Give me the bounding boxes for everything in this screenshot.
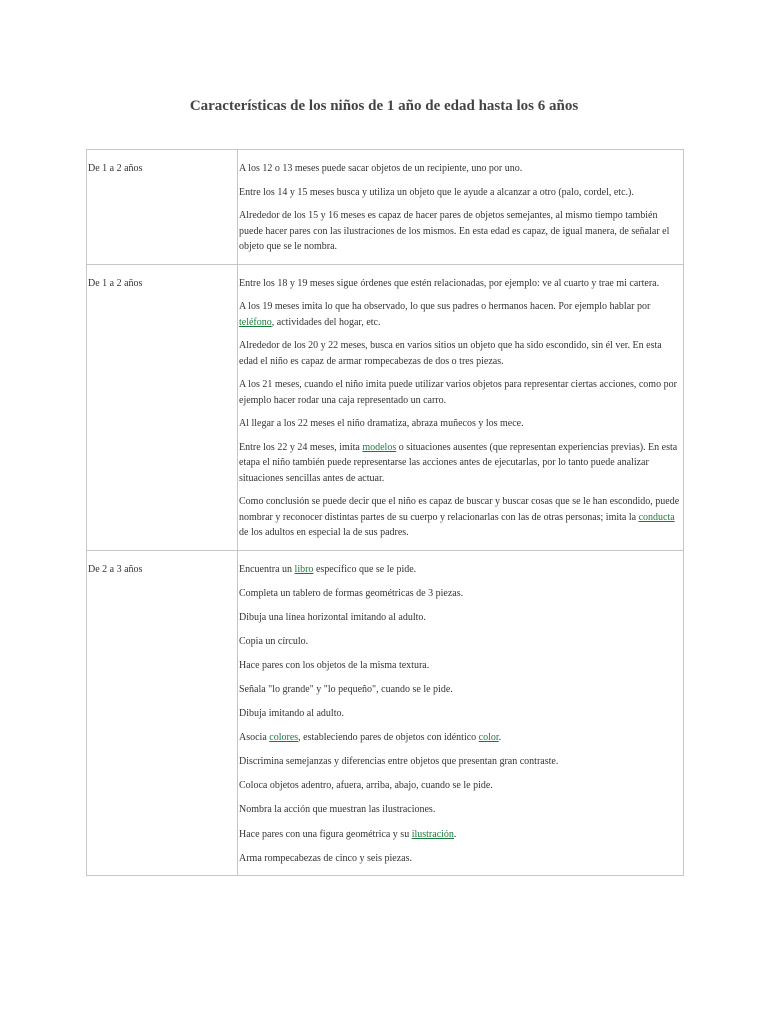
paragraph-text: Hace pares con una figura geométrica y su [239, 828, 412, 840]
description-paragraph: Copia un círculo. [239, 635, 309, 647]
description-paragraph [239, 440, 681, 487]
description-paragraph: A los 21 meses, cuando el niño imita puede utilizar varios objetos para representar ciertas acciones, como por ejemplo hacer rodar una caja representado un carro. [239, 379, 677, 406]
paragraph-text: Como conclusión se puede decir que el niño es capaz de buscar y buscar cosas que se le han escondido, puede nombrar y reconocer distintas partes de su cuerpo y relacionarlas con las de otras personas; imita la [239, 496, 680, 523]
table-row [87, 550, 684, 876]
description-paragraph: Coloca objetos adentro, afuera, arriba, abajo, cuando se le pide. [239, 780, 493, 792]
paragraph-text: Asocia [239, 732, 270, 744]
paragraph-text: , estableciendo pares de objetos con idéntico [298, 732, 479, 744]
page-title: Características de los niños de 1 año de edad hasta los 6 años [189, 98, 579, 114]
paragraph-text: o situaciones ausentes (que representan experiencias previas). En esta etapa el niño también puede representarse las acciones antes de ejecutarlas, por lo tanto puede analizar situaciones sencillas antes de actuar. [239, 441, 678, 484]
description-cell [238, 150, 684, 265]
description-paragraph: Hace pares con los objetos de la misma textura. [239, 659, 430, 671]
description-cell [238, 264, 684, 550]
link-conducta[interactable]: conducta [638, 511, 675, 523]
description-paragraph: Alrededor de los 20 y 22 meses, busca en varios sitios un objeto que ha sido escondido, sin él ver. En esta edad el niño es capaz de armar rompecabezas de dos o tres piezas. [239, 340, 662, 367]
paragraph-text: . [498, 732, 502, 744]
description-paragraph: Arma rompecabezas de cinco y seis piezas. [239, 852, 412, 864]
description-paragraph [239, 562, 681, 578]
paragraph-text: específico que se le pide. [313, 563, 417, 575]
description-paragraph: Completa un tablero de formas geométricas de 3 piezas. [239, 587, 464, 599]
description-paragraph: Alrededor de los 15 y 16 meses es capaz de hacer pares de objetos semejantes, al mismo tiempo también puede hacer pares con las ilustraciones de los mismos. En esta edad es capaz, de igual manera, de señalar el objeto que se le nombra. [239, 210, 670, 252]
description-paragraph [239, 299, 681, 330]
description-paragraph: Dibuja imitando al adulto. [239, 708, 344, 720]
table-row [87, 264, 684, 550]
link-color[interactable]: color [478, 732, 499, 744]
description-cell [238, 550, 684, 876]
development-table [86, 149, 684, 876]
description-paragraph: Entre los 18 y 19 meses sigue órdenes que estén relacionadas, por ejemplo: ve al cuarto y trae mi cartera. [239, 277, 660, 289]
paragraph-text: . [453, 828, 457, 840]
description-paragraph: A los 12 o 13 meses puede sacar objetos de un recipiente, uno por uno. [239, 163, 523, 174]
link-libro[interactable]: libro [294, 563, 314, 575]
link-modelos[interactable]: modelos [362, 441, 397, 453]
age-range-cell: De 1 a 2 años [87, 264, 238, 550]
description-paragraph: Entre los 14 y 15 meses busca y utiliza un objeto que le ayude a alcanzar a otro (palo, cordel, etc.). [239, 186, 634, 198]
description-paragraph: Señala "lo grande" y "lo pequeño", cuando se le pide. [239, 683, 453, 695]
description-paragraph: Nombra la acción que muestran las ilustraciones. [239, 804, 436, 816]
description-paragraph: Discrimina semejanzas y diferencias entre objetos que presentan gran contraste. [239, 756, 559, 768]
table-body [87, 150, 684, 876]
paragraph-text: Encuentra un [239, 563, 295, 575]
link-ilustración[interactable]: ilustración [411, 828, 454, 840]
paragraph-text: A los 19 meses imita lo que ha observado, lo que sus padres o hermanos hacen. Por ejemplo hablar por [239, 301, 651, 312]
table-row [87, 150, 684, 265]
paragraph-text: , actividades del hogar, etc. [271, 316, 381, 328]
link-colores[interactable]: colores [269, 732, 299, 744]
paragraph-text: de los adultos en especial la de sus padres. [239, 527, 409, 538]
link-teléfono[interactable]: teléfono [239, 316, 272, 328]
age-range-cell: De 2 a 3 años [87, 550, 238, 876]
description-paragraph [239, 827, 681, 843]
description-paragraph [239, 494, 681, 541]
description-paragraph: Al llegar a los 22 meses el niño dramatiza, abraza muñecos y los mece. [239, 418, 524, 429]
description-paragraph [239, 730, 681, 746]
paragraph-text: Entre los 22 y 24 meses, imita [239, 441, 363, 453]
age-range-cell: De 1 a 2 años [87, 150, 238, 265]
description-paragraph: Dibuja una línea horizontal imitando al adulto. [239, 611, 426, 623]
